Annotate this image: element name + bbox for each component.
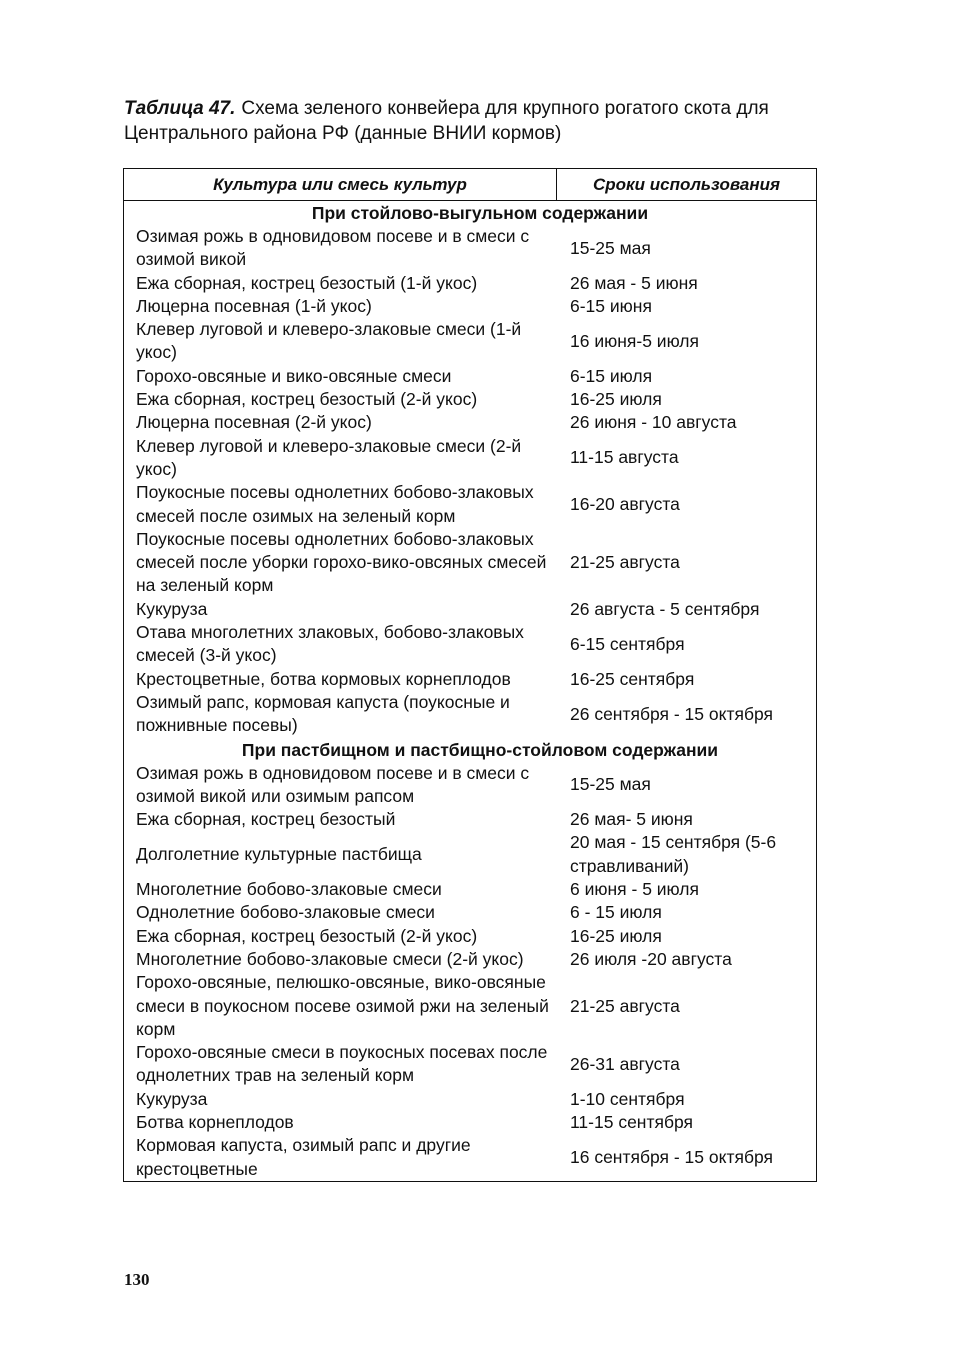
- table-row: [124, 668, 816, 691]
- table-row: [124, 318, 816, 365]
- table-row: [124, 272, 816, 295]
- crop-cell: Люцерна посевная (2-й укос): [136, 412, 372, 433]
- table-header: [124, 169, 816, 201]
- crop-cell: Отава многолетних злаковых, бобово-злаковых смесей (3-й укос): [136, 622, 524, 666]
- date-cell: 16-20 августа: [570, 493, 680, 514]
- date-cell: 6 июня - 5 июля: [570, 879, 699, 900]
- crop-cell: Люцерна посевная (1-й укос): [136, 295, 372, 316]
- table-row: [124, 411, 816, 434]
- crop-cell: Горохо-овсяные, пелюшко-овсяные, вико-овсяные смеси в поукосном посеве озимой ржи на зеленый корм: [136, 972, 549, 1039]
- crop-cell: Озимая рожь в одновидовом посеве и в смеси с озимой викой или озимым рапсом: [136, 762, 530, 806]
- date-cell: 26 мая- 5 июня: [570, 809, 693, 830]
- crop-cell: Озимая рожь в одновидовом посеве и в смеси с озимой викой: [136, 226, 530, 270]
- table-row: [124, 762, 816, 809]
- column-header-crop: Культура или смесь культур: [124, 169, 557, 200]
- date-cell: 6 - 15 июля: [570, 902, 662, 923]
- date-cell: 26-31 августа: [570, 1053, 680, 1074]
- date-cell: 21-25 августа: [570, 552, 680, 573]
- table-row: [124, 808, 816, 831]
- date-cell: 1-10 сентября: [570, 1088, 685, 1109]
- table-row: [124, 925, 816, 948]
- date-cell: 21-25 августа: [570, 995, 680, 1016]
- table-row: [124, 1041, 816, 1088]
- table-row: [124, 691, 816, 738]
- date-cell: 11-15 сентября: [570, 1111, 693, 1132]
- table-row: [124, 1088, 816, 1111]
- crop-cell: Однолетние бобово-злаковые смеси: [136, 902, 435, 923]
- table-row: [124, 388, 816, 411]
- crop-cell: Кукуруза: [136, 598, 208, 619]
- crop-cell: Ежа сборная, кострец безостый: [136, 809, 396, 830]
- crop-cell: Ежа сборная, кострец безостый (2-й укос): [136, 925, 478, 946]
- crop-cell: Кукуруза: [136, 1088, 208, 1109]
- table-row: [124, 971, 816, 1041]
- crop-cell: Поукосные посевы однолетних бобово-злаковых смесей после озимых на зеленый корм: [136, 482, 534, 526]
- date-cell: 26 июня - 10 августа: [570, 412, 737, 433]
- table-row: [124, 295, 816, 318]
- table-row: [124, 598, 816, 621]
- date-cell: 26 сентября - 15 октября: [570, 703, 773, 724]
- green-conveyor-table: [123, 168, 817, 1182]
- table-row: [124, 878, 816, 901]
- crop-cell: Ботва корнеплодов: [136, 1111, 294, 1132]
- table-row: [124, 901, 816, 924]
- table-row: [124, 1134, 816, 1181]
- table-row: [124, 948, 816, 971]
- crop-cell: Горохо-овсяные и вико-овсяные смеси: [136, 365, 452, 386]
- table-row: [124, 481, 816, 528]
- date-cell: 11-15 августа: [570, 447, 679, 468]
- crop-cell: Клевер луговой и клеверо-злаковые смеси (1-й укос): [136, 319, 522, 363]
- crop-cell: Многолетние бобово-злаковые смеси: [136, 879, 442, 900]
- table-row: [124, 225, 816, 272]
- crop-cell: Поукосные посевы однолетних бобово-злаковых смесей после уборки горохо-вико-овсяных смесей на зеленый корм: [136, 528, 547, 596]
- table-number: Таблица 47.: [124, 98, 236, 119]
- column-header-dates: Сроки использования: [592, 175, 781, 194]
- date-cell: 16 сентября - 15 октября: [570, 1146, 773, 1167]
- table-title: Схема зеленого конвейера для крупного рогатого скота для Центрального района РФ (данные ВНИИ кормов): [124, 98, 769, 144]
- table-row: [124, 1111, 816, 1134]
- crop-cell: Многолетние бобово-злаковые смеси (2-й укос): [136, 948, 524, 969]
- date-cell: 6-15 июля: [570, 365, 653, 386]
- crop-cell: Горохо-овсяные смеси в поукосных посевах после однолетних трав на зеленый корм: [136, 1042, 548, 1086]
- date-cell: 26 мая - 5 июня: [570, 272, 698, 293]
- date-cell: 16-25 июля: [570, 389, 662, 410]
- date-cell: 15-25 мая: [570, 774, 651, 795]
- date-cell: 16-25 сентября: [570, 668, 695, 689]
- table-row: [124, 831, 816, 878]
- date-cell: 26 августа - 5 сентября: [570, 598, 760, 619]
- page-number: 130: [124, 1270, 150, 1289]
- date-cell: 6-15 июня: [570, 295, 652, 316]
- table-body: [124, 201, 816, 1181]
- crop-cell: Ежа сборная, кострец безостый (1-й укос): [136, 272, 478, 293]
- date-cell: 6-15 сентября: [570, 633, 685, 654]
- date-cell: 16-25 июля: [570, 925, 662, 946]
- table-row: [124, 365, 816, 388]
- crop-cell: Долголетние культурные пастбища: [136, 844, 422, 865]
- crop-cell: Ежа сборная, кострец безостый (2-й укос): [136, 389, 478, 410]
- table-row: [124, 435, 816, 482]
- table-caption: [124, 96, 824, 146]
- table-row: [124, 621, 816, 668]
- section-title: При пастбищном и пастбищно-стойловом содержании: [241, 739, 719, 760]
- date-cell: 15-25 мая: [570, 237, 651, 258]
- crop-cell: Озимый рапс, кормовая капуста (поукосные и пожнивные посевы): [136, 691, 510, 736]
- date-cell: 26 июля -20 августа: [570, 948, 732, 969]
- date-cell: 20 мая - 15 сентября (5-6 стравливаний): [570, 832, 777, 876]
- crop-cell: Кормовая капуста, озимый рапс и другие крестоцветные: [136, 1135, 471, 1179]
- date-cell: 16 июня-5 июля: [570, 330, 699, 351]
- section-title: При стойлово-выгульном содержании: [311, 203, 649, 223]
- crop-cell: Клевер луговой и клеверо-злаковые смеси (2-й укос): [136, 435, 522, 479]
- table-row: [124, 528, 816, 598]
- crop-cell: Крестоцветные, ботва кормовых корнеплодов: [136, 668, 511, 689]
